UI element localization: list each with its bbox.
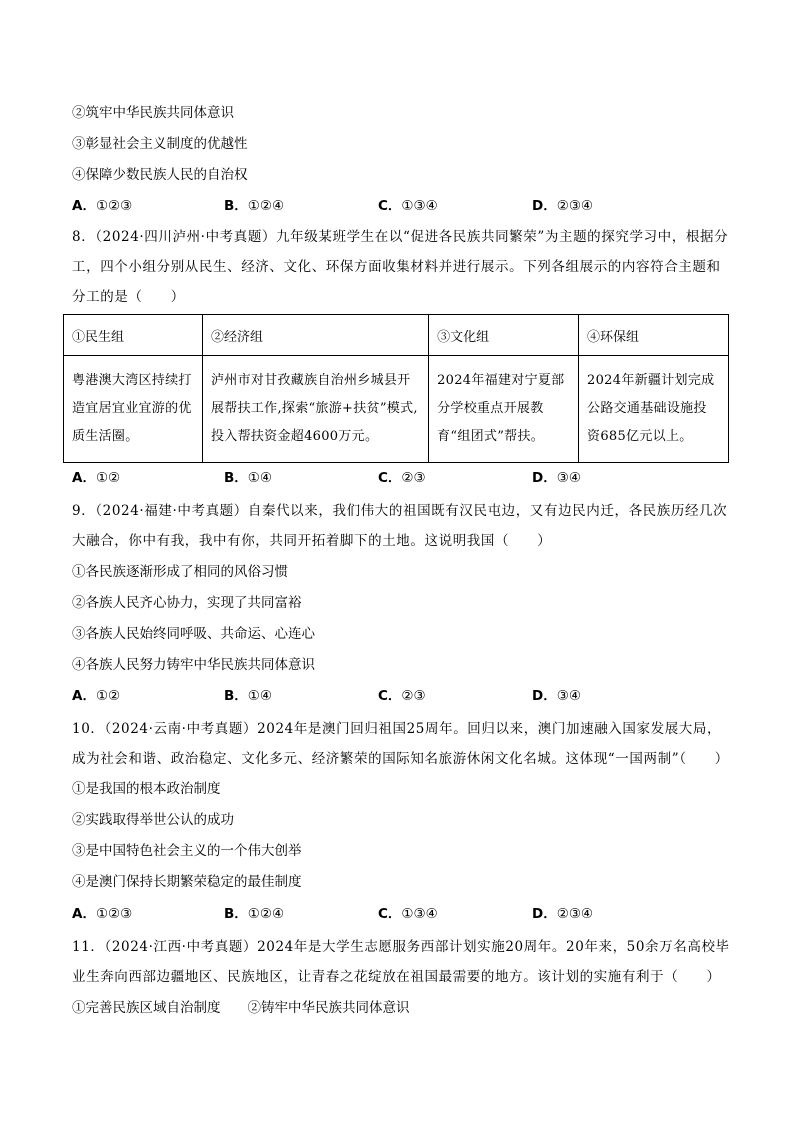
q8-table-content-row	[64, 356, 729, 463]
q8-stem: 8．（2024·四川泸州·中考真题）九年级某班学生在以“促进各民族共同繁荣”为主题的探究学习中，根据分工，四个小组分别从民生、经济、文化、环保方面收集材料并进行展示。下列各组展示的内容符合主题和分工的是（ ）	[72, 229, 729, 305]
q9-choice-a[interactable]: A．①②	[72, 688, 121, 704]
q8-choice-c[interactable]: C．②③	[378, 470, 426, 486]
q10-stem: 10．（2024·云南·中考真题）2024年是澳门回归祖国25周年。回归以来，澳门加速融入国家发展大局，成为社会和谐、政治稳定、文化多元、经济繁荣的国际知名旅游休闲文化名城。这体现“一国两制”（ ）	[72, 721, 729, 767]
q8-cell-economy: 泸州市对甘孜藏族自治州乡城县开展帮扶工作,探索“旅游+扶贫”模式,投入帮扶资金超4600万元。	[202, 356, 428, 463]
prev-choice-d[interactable]: D．②③④	[532, 198, 594, 214]
prev-choice-b[interactable]: B．①②④	[224, 198, 285, 214]
q9-choice-c[interactable]: C．②③	[378, 688, 426, 704]
prev-option-3: ③彰显社会主义制度的优越性	[72, 136, 248, 152]
q9-option-4: ④各族人民努力铸牢中华民族共同体意识	[72, 657, 315, 673]
prev-choice-a[interactable]: A．①②③	[72, 198, 133, 214]
prev-option-4: ④保障少数民族人民的自治权	[72, 167, 248, 183]
q8-choice-a[interactable]: A．①②	[72, 470, 121, 486]
q8-choice-d[interactable]: D．③④	[532, 470, 581, 486]
q10-option-2: ②实践取得举世公认的成功	[72, 812, 234, 828]
q8-table-header-row	[64, 315, 729, 356]
q8-choice-b[interactable]: B．①④	[224, 470, 273, 486]
q8-header-livelihood: ①民生组	[64, 315, 203, 356]
q8-header-environment: ④环保组	[579, 315, 729, 356]
q10-choice-c[interactable]: C．①③④	[378, 906, 438, 922]
prev-choice-c[interactable]: C．①③④	[378, 198, 438, 214]
q9-choice-b[interactable]: B．①④	[224, 688, 273, 704]
q10-choice-a[interactable]: A．①②③	[72, 906, 133, 922]
q10-option-4: ④是澳门保持长期繁荣稳定的最佳制度	[72, 874, 302, 890]
q8-table	[63, 314, 729, 463]
q9-stem: 9．（2024·福建·中考真题）自秦代以来，我们伟大的祖国既有汉民屯边，又有边民内迁，各民族历经几次大融合，你中有我，我中有你，共同开拓着脚下的土地。这说明我国（ ）	[72, 503, 728, 549]
prev-option-2: ②筑牢中华民族共同体意识	[72, 105, 234, 121]
q9-option-3: ③各族人民始终同呼吸、共命运、心连心	[72, 626, 315, 642]
q8-header-economy: ②经济组	[202, 315, 428, 356]
q11-option-line: ①完善民族区域自治制度 ②铸牢中华民族共同体意识	[72, 1000, 410, 1016]
q8-cell-environment: 2024年新疆计划完成公路交通基础设施投资685亿元以上。	[579, 356, 729, 463]
q10-option-3: ③是中国特色社会主义的一个伟大创举	[72, 843, 302, 859]
q8-cell-culture: 2024年福建对宁夏部分学校重点开展教育“组团式”帮扶。	[429, 356, 579, 463]
q8-header-culture: ③文化组	[429, 315, 579, 356]
q10-option-1: ①是我国的根本政治制度	[72, 781, 221, 797]
q9-option-2: ②各族人民齐心协力，实现了共同富裕	[72, 595, 302, 611]
q10-choice-b[interactable]: B．①②④	[224, 906, 285, 922]
q11-stem: 11．（2024·江西·中考真题）2024年是大学生志愿服务西部计划实施20周年。20年来，50余万名高校毕业生奔向西部边疆地区、民族地区，让青春之花绽放在祖国最需要的地方。该计划的实施有利于（ ）	[72, 939, 730, 985]
q8-cell-livelihood: 粤港澳大湾区持续打造宜居宜业宜游的优质生活圈。	[64, 356, 203, 463]
q9-choice-d[interactable]: D．③④	[532, 688, 581, 704]
q10-choice-d[interactable]: D．②③④	[532, 906, 594, 922]
q9-option-1: ①各民族逐渐形成了相同的风俗习惯	[72, 564, 288, 580]
